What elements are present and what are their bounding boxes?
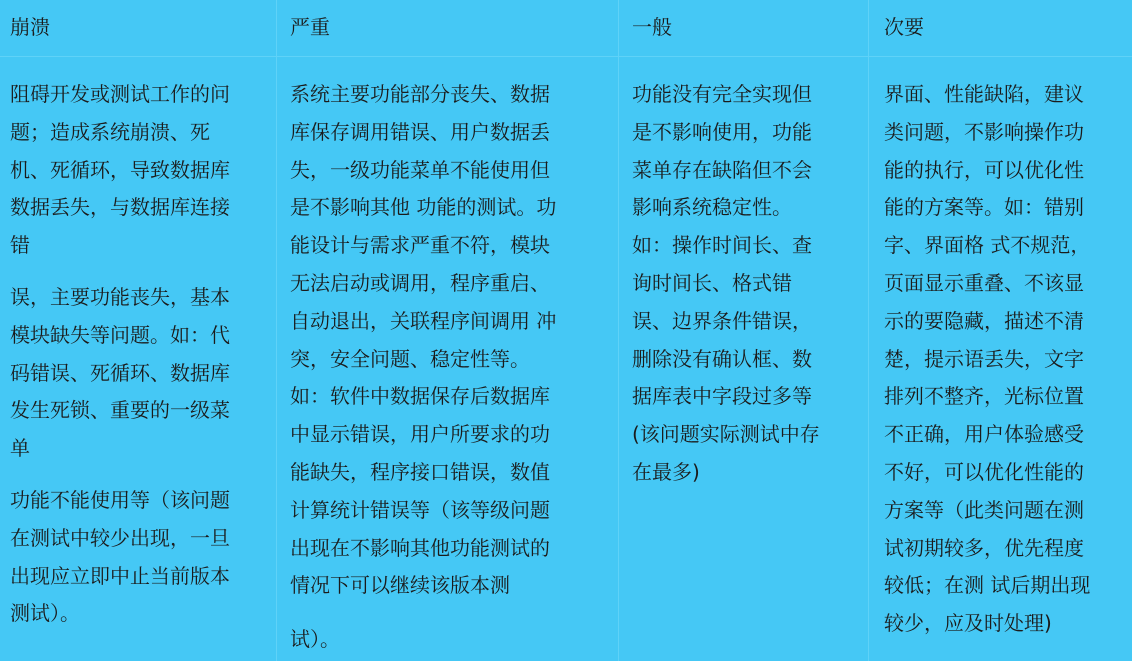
description-line: 试）。 xyxy=(290,627,340,652)
description-line: 在测试中较少出现，一旦 xyxy=(10,525,230,550)
description-line: 方案等（此类问题在测 xyxy=(884,497,1084,522)
description-line: 系统主要功能部分丧失、数据 xyxy=(290,82,550,106)
table-header-row xyxy=(0,0,1132,57)
description-line: 误、边界条件错误， xyxy=(632,308,812,333)
description-line: 字、界面格 式不规范， xyxy=(884,233,1091,258)
description-line: 突，安全问题、稳定性等。 xyxy=(290,346,530,371)
description-line: 阻碍开发或测试工作的问 xyxy=(10,82,230,106)
description-line: 机、死循环，导致数据库 xyxy=(10,157,230,182)
description-line: 能设计与需求严重不符，模块 xyxy=(290,233,550,258)
description-line: 不好，可以优化性能的 xyxy=(884,459,1084,484)
description-line: 是不影响其他 功能的测试。功 xyxy=(290,195,557,220)
description-paragraph xyxy=(290,76,610,605)
description-line: 试初期较多，优先程度 xyxy=(884,535,1084,560)
description-line: 界面、性能缺陷，建议 xyxy=(884,82,1084,106)
description-line: 题；造成系统崩溃、死 xyxy=(10,119,210,144)
description-line: 能的方案等。如：错别 xyxy=(884,195,1084,220)
description-paragraph xyxy=(884,76,1129,643)
header-severe: 严重 xyxy=(290,15,330,39)
description-line: 误，主要功能丧失，基本 xyxy=(10,284,230,309)
description-line: 不正确，用户体验感受 xyxy=(884,422,1084,447)
description-line: 能的执行，可以优化性 xyxy=(884,157,1084,182)
description-paragraph xyxy=(10,482,272,633)
description-line: 菜单存在缺陷但不会 xyxy=(632,157,812,182)
description-line: 发生死锁、重要的一级菜 xyxy=(10,398,230,423)
description-line: 较低；在测 试后期出现 xyxy=(884,573,1091,598)
description-line: 如：软件中数据保存后数据库 xyxy=(290,384,550,409)
description-line: 出现应立即中止当前版本 xyxy=(10,563,230,588)
header-crash: 崩溃 xyxy=(10,15,50,39)
description-line: 情况下可以继续该版本测 xyxy=(290,573,510,598)
description-line: 计算统计错误等（该等级问题 xyxy=(290,497,550,522)
description-line: 数据丢失，与数据库连接 xyxy=(10,195,230,220)
description-line: (该问题实际测试中存 xyxy=(632,422,820,447)
cell-normal-description xyxy=(632,76,864,492)
description-paragraph xyxy=(10,76,272,265)
description-line: 页面显示重叠、不该显 xyxy=(884,270,1084,295)
description-line: 出现在不影响其他功能测试的 xyxy=(290,535,550,560)
description-line: 中显示错误，用户所要求的功 xyxy=(290,422,550,447)
cell-crash-description xyxy=(10,76,272,633)
description-line: 排列不整齐，光标位置 xyxy=(884,384,1084,409)
description-line: 功能没有完全实现但 xyxy=(632,82,812,106)
description-line: 询时间长、格式错 xyxy=(632,270,792,295)
description-paragraph xyxy=(632,76,864,492)
column-divider xyxy=(618,0,619,661)
description-paragraph xyxy=(290,621,610,659)
column-divider xyxy=(276,0,277,661)
description-line: 删除没有确认框、数 xyxy=(632,346,812,371)
description-line: 据库表中字段过多等 xyxy=(632,384,812,409)
description-line: 功能不能使用等（该问题 xyxy=(10,487,230,512)
description-line: 单 xyxy=(10,436,30,461)
description-line: 影响系统稳定性。 xyxy=(632,195,792,220)
description-line: 测试）。 xyxy=(10,601,80,626)
description-line: 码错误、死循环、数据库 xyxy=(10,360,230,385)
description-line: 能缺失，程序接口错误，数值 xyxy=(290,459,550,484)
description-line: 无法启动或调用，程序重启、 xyxy=(290,270,550,295)
description-line: 如：操作时间长、查 xyxy=(632,233,812,258)
cell-minor-description xyxy=(884,76,1129,643)
description-line: 较少，应及时处理) xyxy=(884,611,1052,636)
header-minor: 次要 xyxy=(884,15,924,39)
header-normal: 一般 xyxy=(632,15,672,39)
description-paragraph xyxy=(10,279,272,468)
cell-severe-description xyxy=(290,76,610,659)
description-line: 在最多) xyxy=(632,459,700,484)
description-line: 库保存调用错误、用户数据丢 xyxy=(290,119,550,144)
description-line: 错 xyxy=(10,233,30,258)
description-line: 模块缺失等问题。如：代 xyxy=(10,322,230,347)
description-line: 楚，提示语丢失，文字 xyxy=(884,346,1084,371)
description-line: 类问题，不影响操作功 xyxy=(884,119,1084,144)
description-line: 示的要隐藏，描述不清 xyxy=(884,308,1084,333)
description-line: 是不影响使用，功能 xyxy=(632,119,812,144)
description-line: 失，一级功能菜单不能使用但 xyxy=(290,157,550,182)
description-line: 自动退出，关联程序间调用 冲 xyxy=(290,308,557,333)
column-divider xyxy=(868,0,869,661)
